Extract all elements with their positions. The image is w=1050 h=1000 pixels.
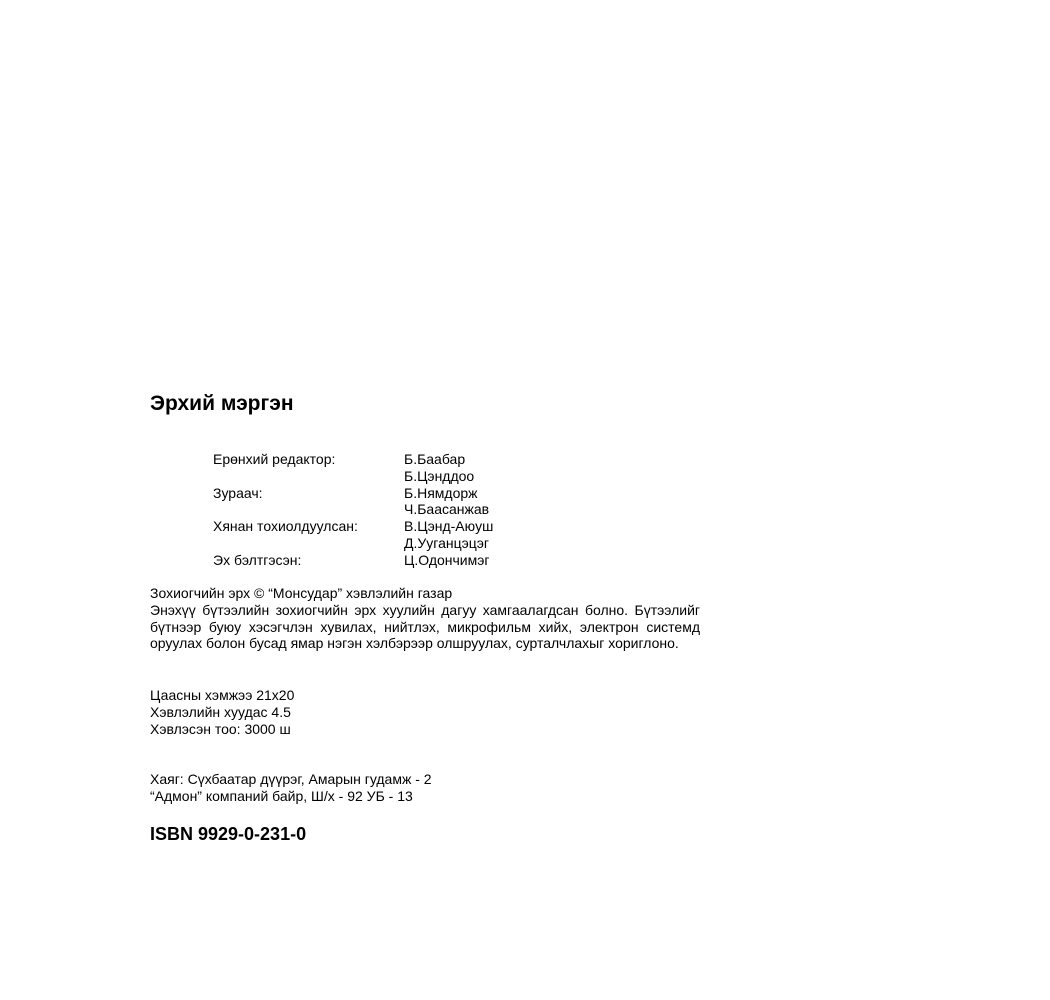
print-specs [150,687,294,737]
copyright-body: Энэхүү бүтээлийн зохиогчийн эрх хуулийн дагуу хамгаалагдсан болно. Бүтээлийг бүтнээр буюу хэсэгчлэн хувилах, нийтлэх, микрофильм хийх, электрон системд оруулах болон бусад ямар нэгэн хэлбэрээр олшруулах, сурталчлахыг хориглоно. [150,601,700,652]
credit-row [213,518,613,535]
credit-name: Ч.Баасанжав [404,501,490,518]
copyright-notice [150,585,700,652]
isbn: ISBN 9929-0-231-0 [150,824,307,844]
publisher-address [150,771,432,805]
credit-row [213,485,613,502]
credit-row [213,468,613,485]
credit-row [213,451,613,468]
credit-row [213,552,613,569]
credit-name: Б.Цэнддоо [404,467,475,484]
credit-name: В.Цэнд-Аюуш [404,518,494,535]
credit-name: Б.Нямдорж [404,484,478,501]
copyright-line: Зохиогчийн эрх © “Монсудар” хэвлэлийн газар [150,585,453,601]
printed-sheets: Хэвлэлийн хуудас 4.5 [150,703,291,720]
paper-size: Цаасны хэмжээ 21х20 [150,687,295,703]
credit-name: Ц.Одончимэг [404,551,490,568]
address-line: “Адмон” компаний байр, Ш/х - 92 УБ - 13 [150,787,413,804]
credit-name: Д.Ууганцэцэг [404,534,490,551]
book-title: Эрхий мэргэн [150,392,294,415]
credit-role: Эх бэлтгэсэн: [213,551,302,568]
credit-row [213,535,613,552]
address-line: Хаяг: Сүхбаатар дүүрэг, Амарын гудамж - 2 [150,771,432,787]
credit-name: Б.Баабар [404,451,466,467]
credit-role: Зураач: [213,484,263,501]
credit-row [213,501,613,518]
credits-list [213,451,613,569]
credit-role: Ерөнхий редактор: [213,451,336,467]
credit-role: Хянан тохиолдуулсан: [213,518,358,535]
print-run: Хэвлэсэн тоо: 3000 ш [150,720,291,737]
